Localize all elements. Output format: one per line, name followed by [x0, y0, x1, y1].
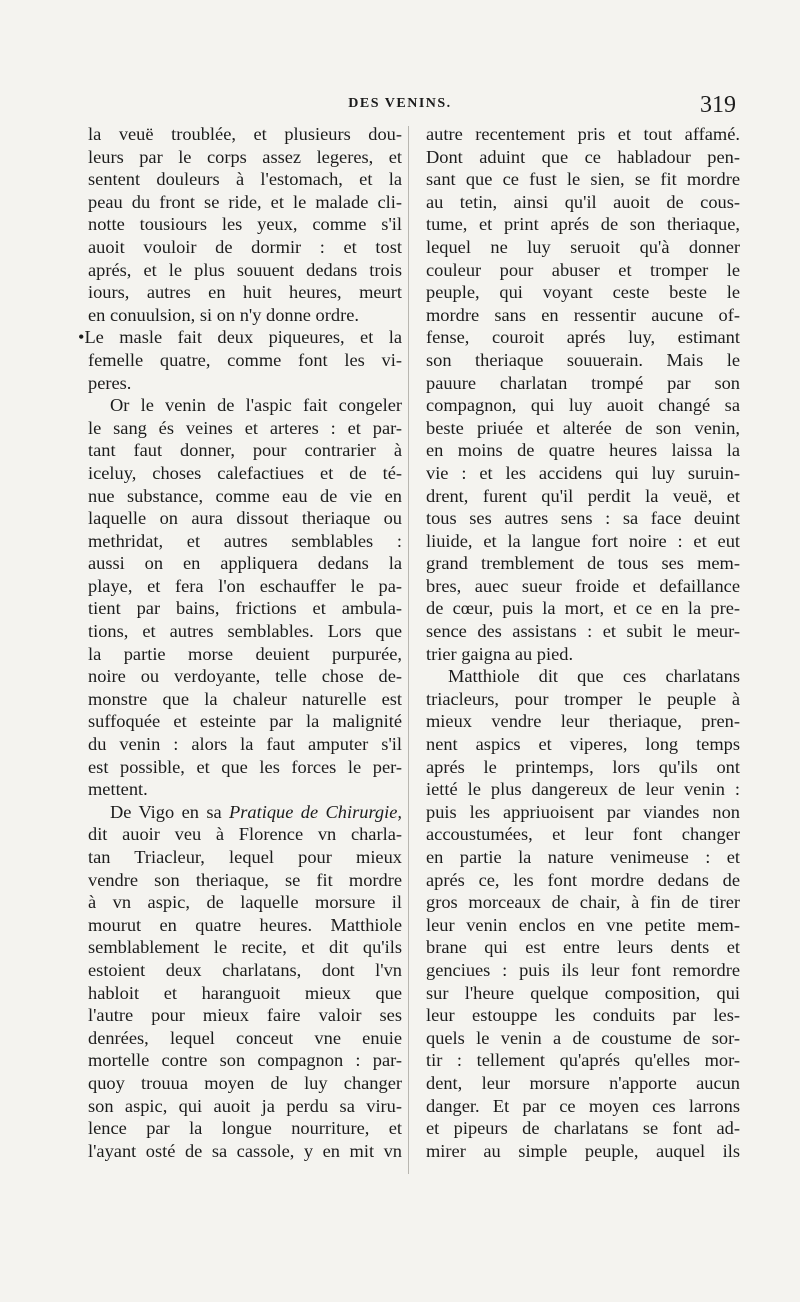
text-line: peuple, qui voyant ceste beste le — [426, 282, 740, 303]
text-line: tient par bains, frictions et ambula- — [88, 598, 402, 619]
text-line: la veuë troublée, et plusieurs dou- — [88, 124, 402, 144]
text-line: le sang és veines et arteres : et par- — [88, 417, 402, 438]
text-line: drent, furent qu'il perdit la veuë, et — [426, 485, 740, 506]
text-line: laquelle on aura dissout theriaque ou — [88, 508, 402, 529]
text-line: de cœur, puis la mort, et ce en la pre- — [426, 598, 740, 619]
text-line: methridat, et autres semblables : — [88, 530, 402, 551]
text-line: en conuulsion, si on n'y donne ordre. — [88, 304, 359, 325]
text-line: •Le masle fait deux piqueures, et la — [78, 327, 402, 348]
paragraph-start — [88, 801, 402, 824]
text-line: tant faut donner, pour contrarier à — [88, 440, 402, 461]
text-line: sant que ce fust le sien, se fit mordre — [426, 169, 740, 190]
text-line: sence des assistans : et subit le meur- — [426, 621, 740, 642]
text-line: à vn aspic, de laquelle morsure il — [88, 892, 402, 913]
text-line: ietté le plus dangereux de leur venin : — [426, 779, 740, 800]
text-line: triacleurs, pour tromper le peuple à — [426, 688, 740, 709]
left-column — [78, 123, 402, 1162]
text-line: tous ses autres sens : sa face deuint — [426, 508, 740, 529]
text-line: sentent douleurs à l'estomach, et la — [88, 169, 402, 190]
text-line: peau du front se ride, et le malade cli- — [88, 191, 402, 212]
text-line: la partie morse deuient purpurée, — [88, 643, 402, 664]
text-line: playe, et fera l'on eschauffer le pa- — [88, 575, 402, 596]
text-line: mettent. — [88, 779, 148, 800]
text-line: dit auoir veu à Florence vn charla- — [88, 824, 402, 845]
text-line: l'autre pour mieux faire valoir ses — [88, 1005, 402, 1026]
text-line: vie : et les accidens qui luy suruin- — [426, 462, 740, 483]
text-line: aprés ce, les font mordre dedans de — [426, 869, 740, 890]
text-line: mordre sans en ressentir aucune of- — [426, 304, 740, 325]
text-line: tume, et print aprés de son theriaque, — [426, 214, 740, 235]
text-line: du venin : alors la faut amputer s'il — [88, 734, 402, 755]
text-line: iceluy, choses calefactiues et de té- — [88, 462, 402, 483]
text-line: noire ou verdoyante, telle chose de- — [88, 666, 402, 687]
text-line: vendre son theriaque, se fit mordre — [88, 869, 402, 890]
right-column — [426, 123, 740, 1162]
text-line: Dont aduint que ce habladour pen- — [426, 146, 740, 167]
text-line: son theriaque souuerain. Mais le — [426, 349, 740, 370]
text-fragment: De Vigo en sa — [110, 801, 222, 822]
text-line: leur venin enclos en vne petite mem- — [426, 914, 740, 935]
text-line: quoy trouua moyen de luy changer — [88, 1072, 402, 1093]
text-line: leurs par le corps assez legeres, et — [88, 146, 402, 167]
text-line: fense, couroit aprés luy, estimant — [426, 327, 740, 348]
text-line: autre recentement pris et tout affamé. — [426, 124, 740, 144]
text-line: aprés le printemps, lors qu'ils ont — [426, 756, 740, 777]
text-line: est possible, et que les forces le per- — [88, 756, 402, 777]
text-line: l'ayant osté de sa cassole, y en mit vn — [88, 1140, 402, 1161]
text-line: mieux vendre leur theriaque, pren- — [426, 711, 740, 732]
text-line: dent, leur morsure n'apporte aucun — [426, 1072, 740, 1093]
text-line: estoient deux charlatans, dont l'vn — [88, 959, 402, 980]
text-line: aussi on en appliquera dedans la — [88, 553, 402, 574]
text-line: leur estouppe les conduits par les- — [426, 1005, 740, 1026]
text-line: lence par la longue nourriture, et — [88, 1118, 402, 1139]
text-line: mortelle contre son compagnon : par- — [88, 1050, 402, 1071]
text-line: iours, autres en huit heures, meurt — [88, 282, 402, 303]
text-line: bres, auec sueur froide et defaillance — [426, 575, 740, 596]
text-line: semblablement le recite, et dit qu'ils — [88, 937, 402, 958]
book-title: Pratique de Chirurgie, — [229, 801, 402, 822]
text-line: auoit vouloir de dormir : et tost — [88, 236, 402, 257]
text-line: monstre que la chaleur naturelle est — [88, 688, 402, 709]
text-line: tir : tellement qu'aprés qu'elles mor- — [426, 1050, 740, 1071]
text-line: notte tousiours les yeux, comme s'il — [88, 214, 402, 235]
text-line: beste priuée et alterée de son venin, — [426, 417, 740, 438]
text-line: danger. Et par ce moyen ces larrons — [426, 1095, 740, 1116]
text-line: compagnon, qui luy auoit changé sa — [426, 395, 740, 416]
text-line: denrées, lequel conceut vne enuie — [88, 1027, 402, 1048]
text-line: gros morceaux de chair, à fin de tirer — [426, 892, 740, 913]
paragraph-start: Matthiole dit que ces charlatans — [448, 666, 740, 687]
column-divider — [408, 126, 409, 1174]
text-line: en moins de quatre heures laissa la — [426, 440, 740, 461]
text-line: et pipeurs de charlatans se font ad- — [426, 1118, 740, 1139]
text-line: au tetin, ainsi qu'il auoit de cous- — [426, 191, 740, 212]
text-line: pauure charlatan trompé par son — [426, 372, 740, 393]
text-line: puis les appriuoisent par viandes non — [426, 801, 740, 822]
text-line: grand tremblement de tous ses mem- — [426, 553, 740, 574]
page-number: 319 — [700, 92, 736, 118]
text-line: en partie la nature venimeuse : et — [426, 847, 740, 867]
text-line: tions, et autres semblables. Lors que — [88, 621, 402, 642]
text-line: brane qui est entre leurs dents et — [426, 937, 740, 958]
text-line: quels le venin a de coustume de sor- — [426, 1027, 740, 1048]
text-line: accoustumées, et leur font changer — [426, 824, 740, 845]
text-line: sur l'heure quelque composition, qui — [426, 982, 740, 1003]
text-line: suffoquée et esteinte par la malignité — [88, 711, 402, 732]
running-title: DES VENINS. — [348, 96, 452, 111]
text-line: couleur pour abuser et tromper le — [426, 259, 740, 280]
text-line: habloit et haranguoit mieux que — [88, 982, 402, 1003]
text-line: femelle quatre, comme font les vi- — [88, 349, 402, 370]
text-line: nent aspics et viperes, long temps — [426, 734, 740, 755]
text-line: trier gaigna au pied. — [426, 643, 574, 664]
text-line: son aspic, qui auoit ja perdu sa viru- — [88, 1095, 402, 1116]
text-line: liuide, et la langue fort noire : et eut — [426, 530, 740, 551]
text-line: peres. — [88, 372, 132, 393]
text-line: mourut en quatre heures. Matthiole — [88, 914, 402, 935]
text-line: mirer au simple peuple, auquel ils — [426, 1140, 740, 1161]
text-line: aprés, et le plus souuent dedans trois — [88, 259, 402, 280]
text-line: lequel ne luy seruoit qu'à donner — [426, 236, 740, 257]
text-line: tan Triacleur, lequel pour mieux — [88, 847, 402, 867]
paragraph-start: Or le venin de l'aspic fait congeler — [110, 395, 402, 416]
text-line: genciues : puis ils leur font remordre — [426, 959, 740, 980]
text-line: nue substance, comme eau de vie en — [88, 485, 402, 506]
